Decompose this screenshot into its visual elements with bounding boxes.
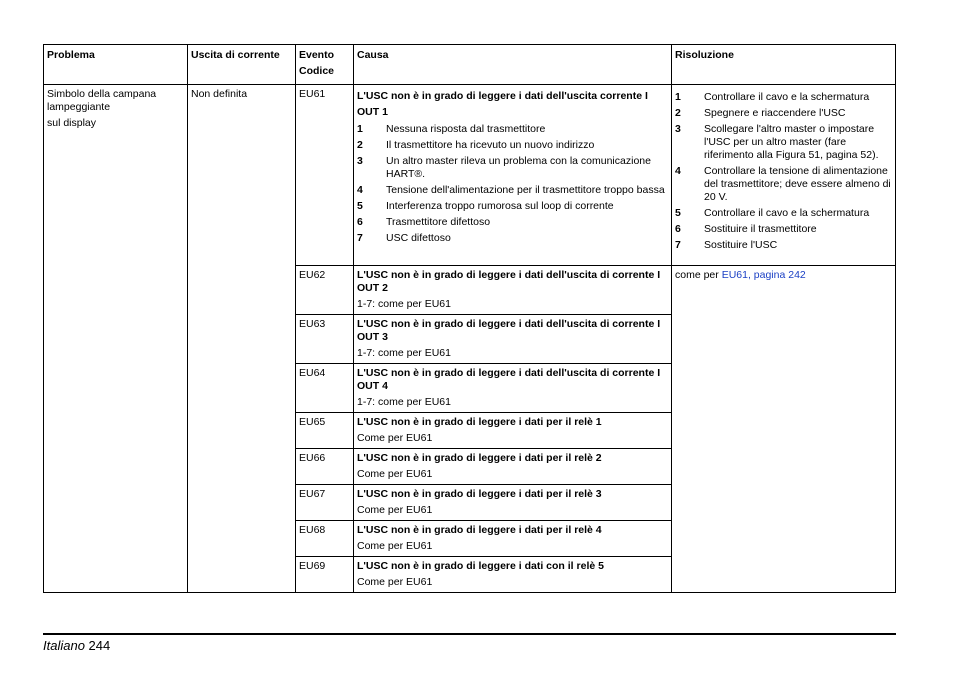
page-footer — [43, 638, 110, 653]
list-item: 5 Interferenza troppo rumorosa sul loop di corrente — [357, 200, 614, 212]
cause-cell-eu63: L'USC non è in grado di leggere i dati dell'uscita di corrente I OUT 3 1-7: come per EU61 — [354, 315, 672, 364]
list-item: 1 Controllare il cavo e la schermatura — [675, 91, 870, 103]
list-item: 4 Controllare la tensione di alimentazione del trasmettitore; deve essere almeno di 20 V. — [675, 165, 891, 203]
eu61-page-link[interactable]: EU61, pagina 242 — [721, 269, 806, 281]
cause-cell-eu68: L'USC non è in grado di leggere i dati per il relè 4 Come per EU61 — [354, 521, 672, 557]
event-code-eu61: EU61 — [296, 85, 354, 266]
list-item: 4 Tensione dell'alimentazione per il trasmettitore troppo bassa — [357, 184, 665, 196]
current-output-cell: Non definita — [188, 85, 296, 593]
troubleshooting-table — [43, 44, 896, 593]
header-problem: Problema — [44, 45, 188, 85]
table-row-eu61 — [44, 85, 896, 266]
resolution-list-eu61 — [675, 91, 892, 252]
header-resolution: Risoluzione — [672, 45, 896, 85]
event-code-eu65: EU65 — [296, 413, 354, 449]
list-item: 6 Trasmettitore difettoso — [357, 216, 491, 228]
list-item: 7 USC difettoso — [357, 232, 451, 244]
list-item: 5 Controllare il cavo e la schermatura — [675, 207, 870, 219]
header-current-output: Uscita di corrente — [188, 45, 296, 85]
event-code-eu62: EU62 — [296, 266, 354, 315]
problem-cell: Simbolo della campana lampeggiante sul display — [44, 85, 188, 593]
header-row — [44, 45, 896, 85]
footer-divider — [43, 633, 896, 635]
cause-cell-eu67: L'USC non è in grado di leggere i dati per il relè 3 Come per EU61 — [354, 485, 672, 521]
footer-language: Italiano — [43, 638, 85, 653]
cause-cell-eu64: L'USC non è in grado di leggere i dati dell'uscita di corrente I OUT 4 1-7: come per EU61 — [354, 364, 672, 413]
resolution-cell-eu61 — [672, 85, 896, 266]
header-cause: Causa — [354, 45, 672, 85]
shared-resolution-cell: come per EU61, pagina 242 — [672, 266, 896, 593]
cause-cell-eu61: L'USC non è in grado di leggere i dati dell'uscita corrente I OUT 1 1 Nessuna risposta dal trasmettitore 2 Il trasmettitore ha ricevuto un nuovo indirizzo 3 Un altro master rileva un problema con la comunicazione HART®. 4 Tensione dell'alimentazione per il trasmettitore troppo bassa 5 Interferenza troppo rumorosa sul loop di corrente 6 Trasmettitore difettoso 7 USC difettoso — [354, 85, 672, 266]
event-code-eu63: EU63 — [296, 315, 354, 364]
event-code-eu66: EU66 — [296, 449, 354, 485]
event-code-eu68: EU68 — [296, 521, 354, 557]
cause-cell-eu69: L'USC non è in grado di leggere i dati con il relè 5 Come per EU61 — [354, 557, 672, 593]
list-item: 3 Un altro master rileva un problema con la comunicazione HART®. — [357, 155, 651, 180]
list-item: 2 Il trasmettitore ha ricevuto un nuovo indirizzo — [357, 139, 595, 151]
list-item: 7 Sostituire l'USC — [675, 239, 778, 251]
cause-list-eu61 — [357, 123, 668, 245]
list-item: 2 Spegnere e riaccendere l'USC — [675, 107, 846, 119]
cause-cell-eu66: L'USC non è in grado di leggere i dati per il relè 2 Come per EU61 — [354, 449, 672, 485]
list-item: 6 Sostituire il trasmettitore — [675, 223, 817, 235]
list-item: 1 Nessuna risposta dal trasmettitore — [357, 123, 546, 135]
cause-cell-eu65: L'USC non è in grado di leggere i dati per il relè 1 Come per EU61 — [354, 413, 672, 449]
list-item: 3 Scollegare l'altro master o impostare l'USC per un altro master (fare riferimento alla Figura 51, pagina 52). — [675, 123, 879, 161]
cause-cell-eu62: L'USC non è in grado di leggere i dati dell'uscita di corrente I OUT 2 1-7: come per EU61 — [354, 266, 672, 315]
header-event-code: Evento Codice — [296, 45, 354, 85]
event-code-eu69: EU69 — [296, 557, 354, 593]
event-code-eu67: EU67 — [296, 485, 354, 521]
event-code-eu64: EU64 — [296, 364, 354, 413]
page-number: 244 — [88, 638, 111, 653]
